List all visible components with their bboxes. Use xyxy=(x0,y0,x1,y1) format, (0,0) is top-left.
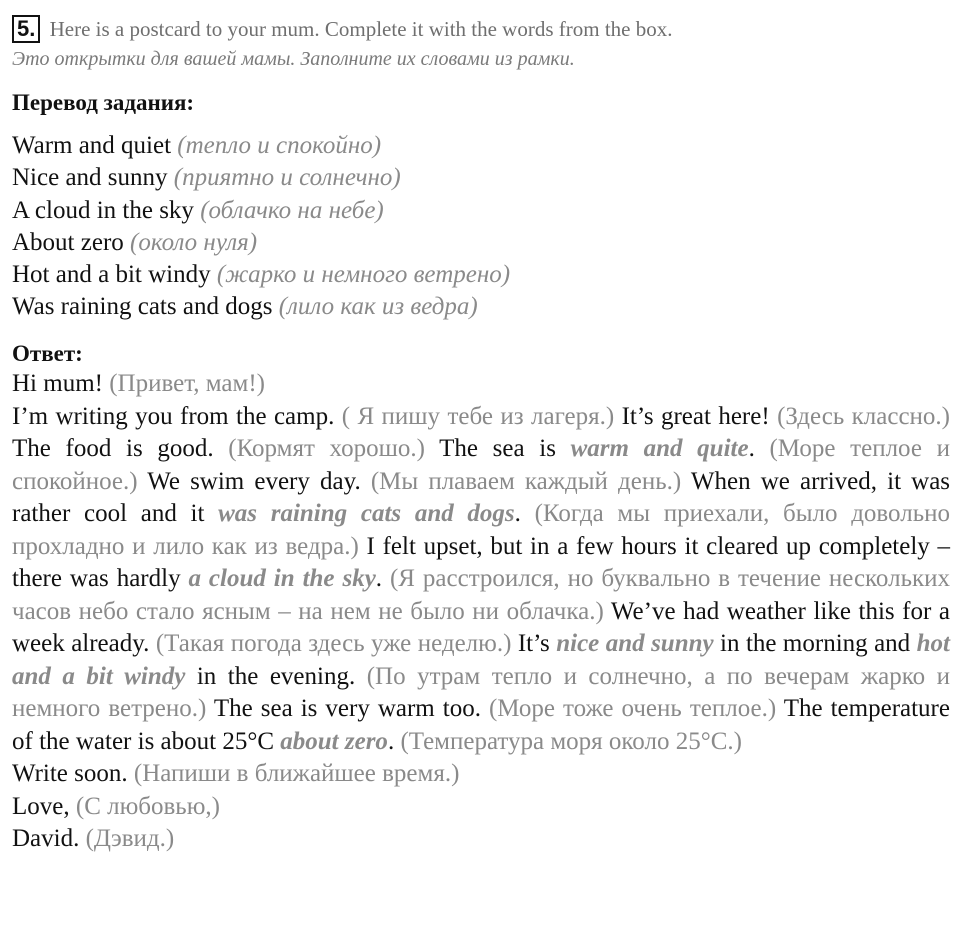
translation-heading: Перевод задания: xyxy=(12,90,195,115)
english-run: . xyxy=(514,500,535,527)
phrase-en: Hot and a bit windy xyxy=(12,261,211,289)
phrase-ru: (тепло и спокойно) xyxy=(177,132,382,159)
english-run: I felt upset, but in a few hours it cleared up completely – there was hardly xyxy=(12,532,950,592)
english-run: I’m writing you from the camp. xyxy=(12,402,342,430)
phrase-item xyxy=(12,227,510,259)
phrase-en: About zero xyxy=(12,228,124,256)
phrase-ru: (около нуля) xyxy=(130,228,258,256)
translation-run: (Здесь классно.) xyxy=(777,402,951,430)
task-number-box: 5. xyxy=(12,15,40,43)
phrase-ru: (лило как из ведра) xyxy=(278,293,478,321)
greeting-en: Hi mum! xyxy=(12,370,103,397)
phrase-item xyxy=(12,162,510,194)
task-instruction-ru: Это открытки для вашей мамы. Заполните их словами из рамки. xyxy=(12,48,575,70)
greeting-ru: (Привет, мам!) xyxy=(109,370,265,397)
phrase-item xyxy=(12,195,510,227)
translation-run: (Такая погода здесь уже неделю.) xyxy=(155,630,518,657)
phrase-en: Nice and sunny xyxy=(12,164,168,192)
translation-run: (По утрам тепло и солнечно, а по вечерам жарко и немного ветрено.) xyxy=(12,662,950,722)
english-run: in the morning and xyxy=(713,630,917,657)
answer-body xyxy=(12,403,950,755)
phrase-item xyxy=(12,130,510,162)
translation-run: (Я расстроился, но буквально в течение нескольких часов небо стало ясным – на нем не было ни облачка.) xyxy=(12,565,950,625)
phrase-list xyxy=(12,130,510,324)
english-run: . xyxy=(748,435,770,462)
translation-run: (Море тоже очень теплое.) xyxy=(488,695,784,722)
translation-run: (Море теплое и спокойное.) xyxy=(12,435,950,495)
closing-en: Love, xyxy=(12,792,70,820)
english-run: The sea is xyxy=(439,435,571,462)
phrase-en: Warm and quiet xyxy=(12,132,172,159)
translation-run: (Когда мы приехали, было довольно прохладно и лило как из ведра.) xyxy=(12,500,950,560)
task-instruction-en: Here is a postcard to your mum. Complete it with the words from the box. xyxy=(49,17,673,41)
phrase-en: A cloud in the sky xyxy=(12,196,194,224)
translation-run: (Температура моря около 25°C.) xyxy=(400,727,742,755)
closing-ru: (Дэвид.) xyxy=(85,825,175,852)
closing-ru: (С любовью,) xyxy=(75,792,220,820)
english-run: We’ve had weather like this for a week already. xyxy=(12,597,950,657)
inserted-phrase: nice and sunny xyxy=(556,630,714,657)
english-run: The food is good. xyxy=(12,435,229,462)
closing-line xyxy=(12,758,950,791)
inserted-phrase: about zero xyxy=(280,727,388,755)
phrase-en: Was raining cats and dogs xyxy=(12,293,273,321)
answer-heading: Ответ: xyxy=(12,341,83,366)
closing-line xyxy=(12,791,950,824)
closing-ru: (Напиши в ближайшее время.) xyxy=(133,760,460,787)
phrase-ru: (приятно и солнечно) xyxy=(173,164,401,192)
english-run: . xyxy=(387,727,401,755)
inserted-phrase: hot and a bit windy xyxy=(12,630,950,690)
phrase-item xyxy=(12,259,510,291)
inserted-phrase: warm and quite xyxy=(570,435,749,462)
closing-en: Write soon. xyxy=(12,760,128,787)
english-run: . xyxy=(375,565,390,592)
english-run: It’s great here! xyxy=(621,402,778,430)
english-run: The temperature of the water is about 25°C xyxy=(12,695,950,755)
closing-line xyxy=(12,823,950,856)
translation-run: ( Я пишу тебе из лагеря.) xyxy=(341,402,622,430)
english-run: When we arrived, it was rather cool and it xyxy=(12,467,951,527)
english-run: The sea is very warm too. xyxy=(213,695,489,722)
translation-run: (Мы плаваем каждый день.) xyxy=(370,467,691,495)
greeting-line xyxy=(12,368,950,401)
inserted-phrase: a cloud in the sky xyxy=(188,565,376,592)
english-run: It’s xyxy=(517,630,557,657)
phrase-ru: (жарко и немного ветрено) xyxy=(216,261,511,289)
task-instruction xyxy=(12,14,673,44)
english-run: in the evening. xyxy=(185,662,367,690)
translation-run: (Кормят хорошо.) xyxy=(228,435,440,462)
phrase-ru: (облачко на небе) xyxy=(200,196,384,224)
inserted-phrase: was raining cats and dogs xyxy=(218,500,515,527)
closing-en: David. xyxy=(12,825,80,852)
english-run: We swim every day. xyxy=(147,467,371,495)
phrase-item xyxy=(12,291,510,323)
answer-text xyxy=(12,368,950,856)
